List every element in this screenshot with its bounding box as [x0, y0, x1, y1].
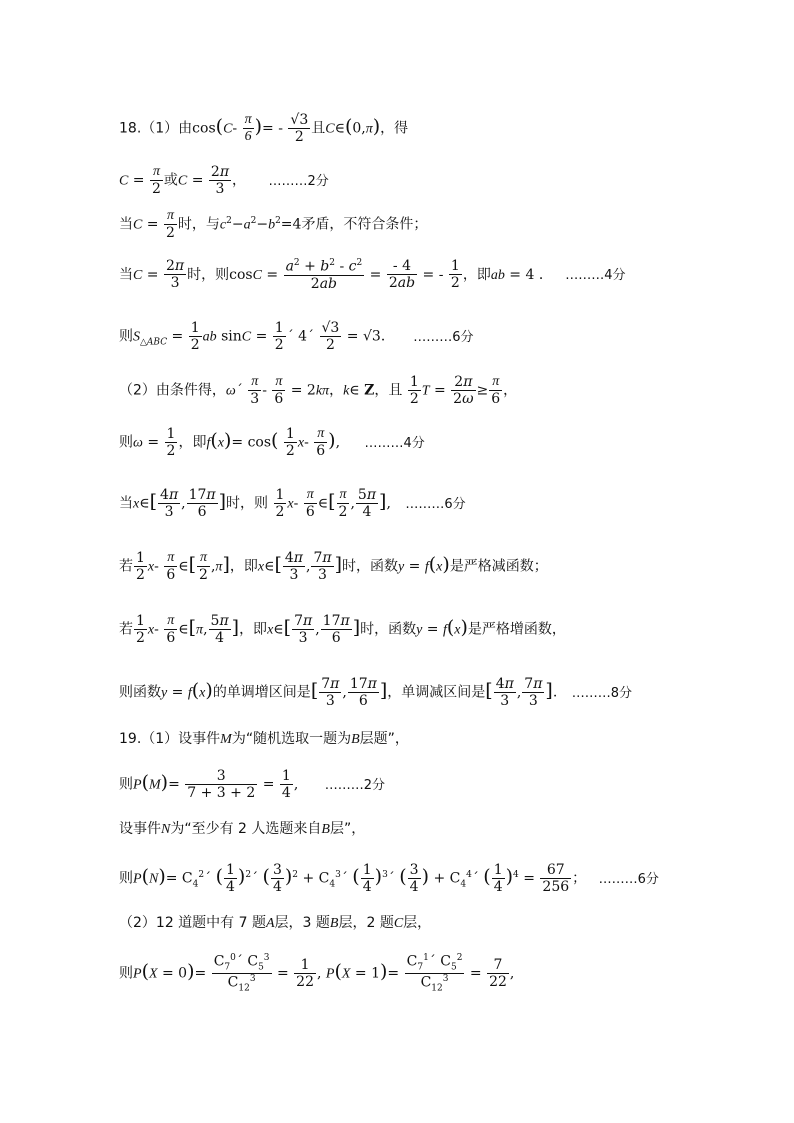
line-19-1: 19.（1）设事件M为“随机选取一题为B层题”， — [119, 731, 409, 747]
line-18-1: 18.（1）由cos(C- $\frac{\pi}{6}$ )= - $\frac{√3}{2}$ 且C∈(0,π)，得 — [119, 112, 409, 146]
line-p-m: 则P(M)= $\frac{3}{7 + 3 + 2}$ = $\frac{1}{4}$ , ………2分 — [119, 768, 385, 802]
line-p-n: 则$P(N)= C_4^2´$ ( $\frac{1}{4}$ )$^2$´ ( $\frac{3}{4}$ )$^2 + C_4^3´$ ( $\frac{1}{4}$ )$^3$´ ( $\frac{3}{4}$ ) + $C_4^4´$ ( $\frac{1}{4}$ )$^4$ = $\frac{67}{256}$ ； ………6分 — [119, 862, 659, 896]
line-19-2: （2）12 道题中有 7 题A层，3 题B层，2 题C层， — [119, 915, 432, 931]
line-x-interval: 当x∈[ $\frac{4\pi}{3}$ , $\frac{17\pi}{6}$ ]时，则 $\frac{1}{2}$ x- $\frac{\pi}{6}$ ∈[ $\frac{\pi}{2}$ , $\frac{5\pi}{4}$ ], ………6分 — [119, 487, 466, 521]
line-18-2: （2）由条件得，ω´ $\frac{\pi}{3}$ - $\frac{\pi}{6}$ = 2kπ，k∈ Z，且 $\frac{1}{2}$ T = $\frac{2\pi}{2\omega}$ ≥ $\frac{\pi}{6}$ ， — [119, 374, 518, 408]
line-event-n: 设事件N为“至少有 2 人选题来自B层”， — [119, 821, 366, 837]
line-increasing: 若 $\frac{1}{2}$ x- $\frac{\pi}{6}$ ∈[π, $\frac{5\pi}{4}$ ]，即x∈[ $\frac{7\pi}{3}$ , $\frac{17\pi}{6}$ ]时，函数y = f(x)是严格增函数， — [119, 613, 566, 647]
line-decreasing: 若 $\frac{1}{2}$ x- $\frac{\pi}{6}$ ∈[ $\frac{\pi}{2}$ ,π]，即x∈[ $\frac{4\pi}{3}$ , $\frac{7\pi}{3}$ ]时，函数y = f(x)是严格减函数； — [119, 550, 548, 584]
line-p-x: 则P(X = 0)= $\frac{C_7^0´ C_5^3}{C_{12}^3}$ = $\frac{1}{22}$ , P(X = 1)= $\frac{C_7^1´ C_5^2}{C_{12}^3}$ = $\frac{7}{22}$ , — [119, 953, 515, 994]
line-c-pi-over-2: 当C = $\frac{\pi}{2}$ 时，与$c^2-a^2-b^2=4$矛盾，不符合条件； — [119, 208, 428, 242]
line-c-2pi-over-3: 当C = $\frac{2\pi}{3}$ 时，则cosC = $\frac{a^2 + b^2 - c^2}{2ab}$ = $\frac{- 4}{2ab}$ = - $\frac{1}{2}$ ，即ab = 4 ． ………4分 — [119, 258, 626, 292]
line-omega: 则ω = $\frac{1}{2}$ ，即f(x)= cos( $\frac{1}{2}$ x- $\frac{\pi}{6}$ ), ………4分 — [119, 426, 425, 460]
line-area: 则$S_{\triangle ABC}$ = $\frac{1}{2}$ ab sinC = $\frac{1}{2}$ ´ 4´ $\frac{√3}{2}$ = √3． ………6分 — [119, 320, 474, 354]
line-c-values: C = $\frac{\pi}{2}$ 或C = $\frac{2\pi}{3}$ ， ………2分 — [119, 164, 329, 198]
line-monotonic-intervals: 则函数y = f(x)的单调增区间是[ $\frac{7\pi}{3}$ , $\frac{17\pi}{6}$ ]，单调减区间是[ $\frac{4\pi}{3}$ , $\frac{7\pi}{3}$ ]. ………8分 — [119, 676, 632, 710]
